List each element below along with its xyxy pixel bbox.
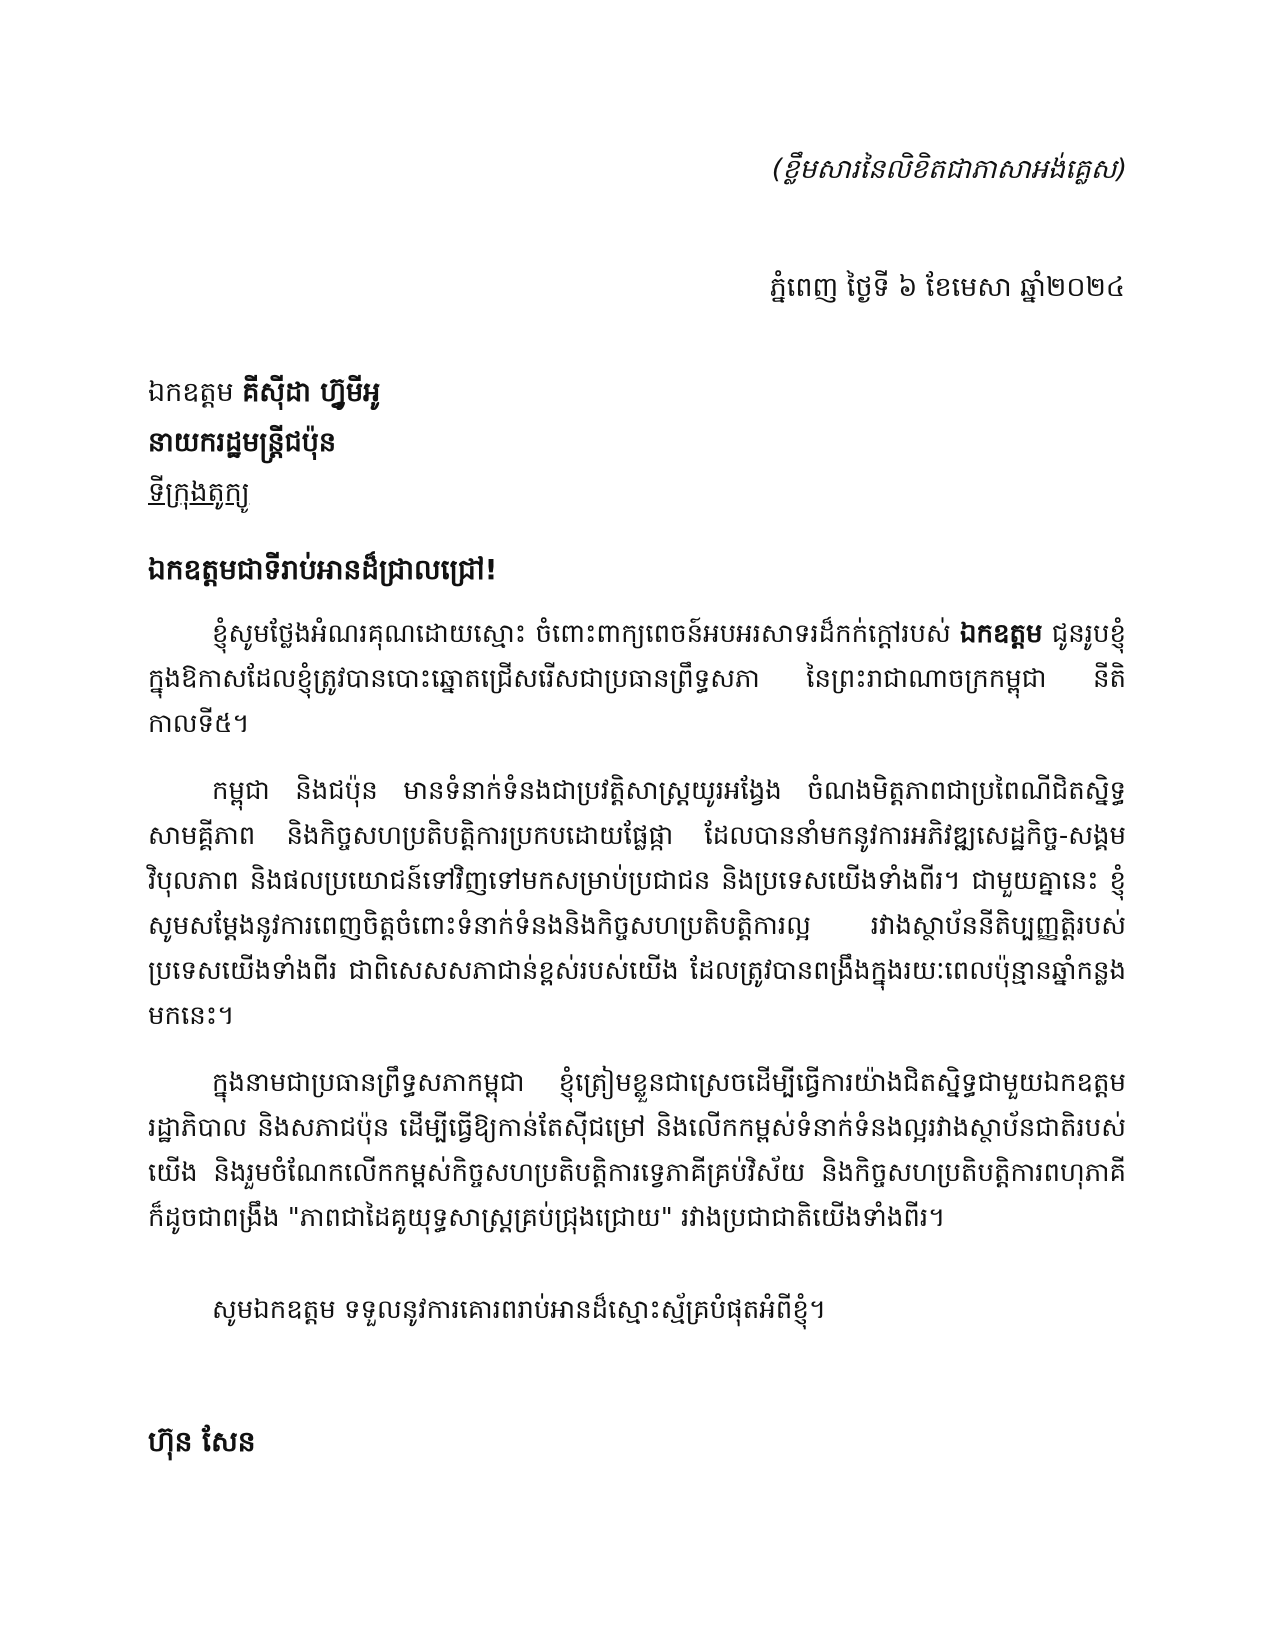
paragraph-3: ក្នុងនាមជាប្រធានព្រឹទ្ធសភាកម្ពុជា ខ្ញុំត្រៀមខ្លួនជាស្រេចដើម្បីធ្វើការយ៉ាងជិតស្និទ្ធជាមួយឯកឧត្តម រដ្ឋាភិបាល និងសភាជប៉ុន ដើម្បីធ្វើឱ្យកាន់តែស៊ីជម្រៅ និងលើកកម្ពស់ទំនាក់ទំនងល្អរវាងស្ថាប័នជាតិរបស់យើង និងរួមចំណែកលើកកម្ពស់កិច្ចសហប្រតិបត្តិការទ្វេភាគីគ្រប់វិស័យ និងកិច្ចសហប្រតិបត្តិការពហុភាគី ក៏ដូចជាពង្រឹង "ភាពជាដៃគូយុទ្ធសាស្ត្រគ្រប់ជ្រុងជ្រោយ" រវាងប្រជាជាតិយើងទាំងពីរ។	[148, 1068, 1126, 1233]
recipient-title: នាយករដ្ឋមន្ត្រីជប៉ុន	[148, 427, 336, 458]
translation-note: (ខ្លឹមសារនៃលិខិតជាភាសាអង់គ្លេស)	[771, 154, 1127, 185]
paragraph-1-bold: ឯកឧត្តម	[959, 619, 1043, 649]
recipient-city-line	[148, 468, 1048, 518]
recipient-name: គីស៊ីដា ហ្វ៊ូមីអូ	[242, 377, 381, 408]
salutation: ឯកឧត្តមជាទីរាប់អានដ៏ជ្រាលជ្រៅ!	[148, 553, 498, 586]
recipient-name-line	[148, 368, 1048, 418]
recipient-city: ទីក្រុងតូក្យូ	[148, 477, 250, 508]
letter-body	[148, 612, 1126, 1263]
signature-name: ហ៊ុន សែន	[148, 1425, 256, 1458]
paragraph-1-part-2: ជូនរូបខ្ញុំ ក្នុងឱកាសដែលខ្ញុំត្រូវបានបោះឆ្នោតជ្រើសរើសជាប្រធានព្រឹទ្ធសភា នៃព្រះរាជាណាចក្រកម្ពុជា នីតិកាលទី៥។	[148, 619, 1126, 739]
date-line: ភ្នំពេញ ថ្ងៃទី ៦ ខែមេសា ឆ្នាំ២០២៤	[769, 272, 1125, 303]
recipient-prefix: ឯកឧត្តម	[148, 377, 234, 408]
paragraph-1-part-1: ខ្ញុំសូមថ្លែងអំណរគុណដោយស្មោះ ចំពោះពាក្យពេចន៍អបអរសាទរដ៏កក់ក្ដៅរបស់	[212, 619, 960, 649]
recipient-block	[148, 368, 1048, 518]
paragraph-2: កម្ពុជា និងជប៉ុន មានទំនាក់ទំនងជាប្រវត្តិសាស្ត្រយូរអង្វែង ចំណងមិត្តភាពជាប្រពៃណីជិតស្និទ្ធ សាមគ្គីភាព និងកិច្ចសហប្រតិបត្តិការប្រកបដោយផ្លែផ្កា ដែលបាននាំមកនូវការអភិវឌ្ឍសេដ្ឋកិច្ច-សង្គម វិបុលភាព និងផលប្រយោជន៍ទៅវិញទៅមកសម្រាប់ប្រជាជន និងប្រទេសយើងទាំងពីរ។ ជាមួយគ្នានេះ ខ្ញុំសូមសម្ដែងនូវការពេញចិត្តចំពោះទំនាក់ទំនងនិងកិច្ចសហប្រតិបត្តិការល្អ រវាងស្ថាប័ននីតិប្បញ្ញត្តិរបស់ប្រទេសយើងទាំងពីរ ជាពិសេសសភាជាន់ខ្ពស់របស់យើង ដែលត្រូវបានពង្រឹងក្នុងរយៈពេលប៉ុន្មានឆ្នាំកន្លងមកនេះ។	[148, 776, 1126, 1031]
paragraph-1	[148, 612, 1126, 747]
closing-line: សូមឯកឧត្តម ទទួលនូវការគោរពរាប់អានដ៏ស្មោះស្ម័គ្របំផុតអំពីខ្ញុំ។	[212, 1295, 826, 1325]
